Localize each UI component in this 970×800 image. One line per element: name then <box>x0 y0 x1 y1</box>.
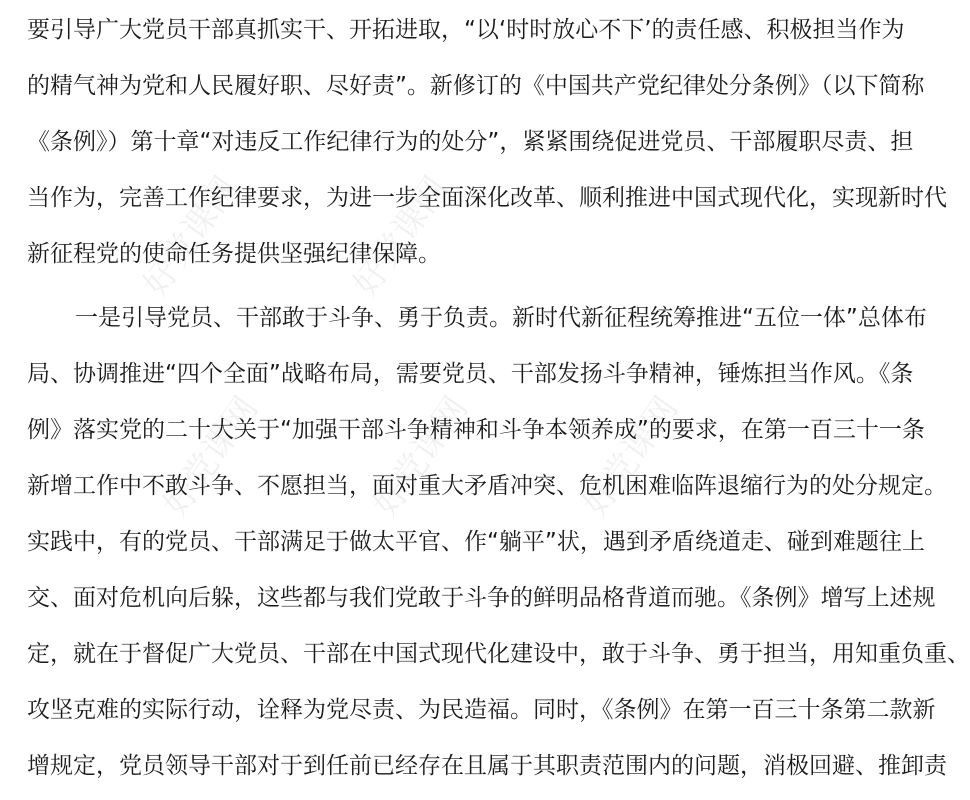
text-line: 定，就在于督促广大党员、干部在中国式现代化建设中，敢于斗争、勇于担当，用知重负重、 <box>27 641 970 667</box>
text-line: 增规定，党员领导干部对于到任前已经存在且属于其职责范围内的问题，消极回避、推卸责 <box>27 753 947 779</box>
text-line: 例》落实党的二十大关于“加强干部斗争精神和斗争本领养成”的要求，在第一百三十一条 <box>27 417 925 443</box>
text-line: 局、协调推进“四个全面”战略布局，需要党员、干部发扬斗争精神，锤炼担当作风。《条 <box>27 361 914 387</box>
text-line: 实践中，有的党员、干部满足于做太平官、作“躺平”状，遇到矛盾绕道走、碰到难题往上 <box>27 529 925 555</box>
paragraph-1 <box>27 2 947 282</box>
watermark: 好党课网 <box>135 169 247 304</box>
text-line: 交、面对危机向后躲，这些都与我们党敢于斗争的鲜明品格背道而驰。《条例》增写上述规 <box>27 585 936 611</box>
text-line: 新征程党的使命任务提供坚强纪律保障。 <box>27 241 441 267</box>
text-line: 要引导广大党员干部真抓实干、开拓进取，“以‘时时放心不下’的责任感、积极担当作为 <box>27 17 905 43</box>
watermark: 好党课网 <box>575 389 687 524</box>
watermark: 好党课网 <box>365 389 477 524</box>
text-line: 新增工作中不敢斗争、不愿担当，面对重大矛盾冲突、危机困难临阵退缩行为的处分规定。 <box>27 473 947 499</box>
text-line: 当作为，完善工作纪律要求，为进一步全面深化改革、顺利推进中国式现代化，实现新时代 <box>27 185 947 211</box>
text-line: 一是引导党员、干部敢于斗争、勇于负责。新时代新征程统筹推进“五位一体”总体布 <box>75 305 927 331</box>
paragraph-2 <box>27 290 970 794</box>
watermark: 好党课网 <box>155 389 267 524</box>
text-line: 《条例》）第十章“对违反工作纪律行为的处分”，紧紧围绕促进党员、干部履职尽责、担 <box>27 129 914 155</box>
watermark: 好党课网 <box>345 169 457 304</box>
text-line: 的精气神为党和人民履好职、尽好责”。新修订的《中国共产党纪律处分条例》（以下简称 <box>27 73 925 99</box>
text-line: 攻坚克难的实际行动，诠释为党尽责、为民造福。同时，《条例》在第一百三十条第二款新 <box>27 697 936 723</box>
